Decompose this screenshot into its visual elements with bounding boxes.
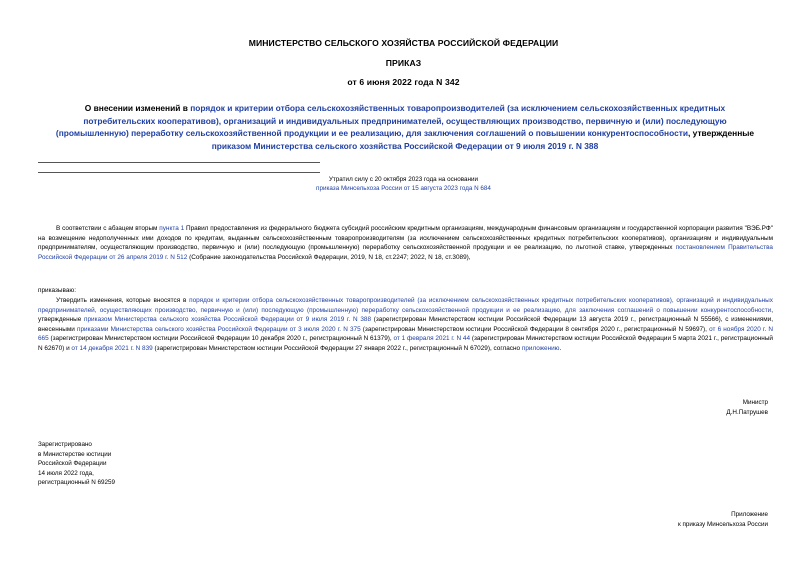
para2-link-order-839[interactable]: от 14 декабря 2021 г. N 839 — [71, 344, 153, 352]
registration-line: Зарегистрировано — [38, 441, 92, 448]
divider-top — [38, 162, 320, 163]
registration-line: 14 июля 2022 года, — [38, 469, 94, 477]
para2-link-order-388[interactable]: приказом Министерства сельского хозяйства Российской Федерации от 9 июля 2019 г. N 388 — [84, 316, 372, 323]
para1-link-resolution-512[interactable]: постановлением Правительства Российской Федерации от 26 апреля 2019 г. N 512 — [38, 244, 773, 261]
title-link-procedure[interactable]: порядок и критерии отбора сельскохозяйственных товаропроизводителей (за исключением сельскохозяйственных кредитных потребительских кооперативов), организаций и индивидуальных предпринимателей, осуществляющих производство, первичную и (или) последующую (промышленную) переработку сельскохозяйственной продукции и ее реализацию, для заключения соглашений о повышении конкурентоспособности — [55, 103, 727, 139]
registration-block — [38, 440, 238, 488]
registration-line: в Министерстве юстиции — [38, 450, 112, 458]
para2-text-3: (зарегистрирован Министерством юстиции Российской Федерации 13 августа 2019 г., регистрационный N 55566), с изменениями, внесенными — [38, 316, 774, 333]
status-link-order-684[interactable]: приказа Минсельхоза России от 15 августа 2023 года N 684 — [316, 185, 491, 192]
registration-line: Российской Федерации — [38, 460, 107, 467]
para2-text-5: (зарегистрирован Министерством юстиции Российской Федерации 10 декабря 2020 г., регистрационный N 61379), — [48, 335, 394, 342]
preamble-paragraph — [38, 224, 773, 262]
title-link-order-388[interactable]: приказом Министерства сельского хозяйства Российской Федерации от 9 июля 2019 г. N 388 — [211, 140, 599, 151]
para2-link-order-44[interactable]: от 1 февраля 2021 г. N 44 — [393, 335, 471, 342]
para2-text-2: , утвержденные — [38, 306, 773, 323]
para1-text-1: В соответствии с абзацем вторым — [56, 225, 160, 232]
para2-link-order-375[interactable]: приказами Министерства сельского хозяйства Российской Федерации от 3 июля 2020 г. N 375 — [76, 325, 361, 333]
appendix-label: Приложение — [731, 511, 768, 518]
status-link-line — [0, 185, 807, 193]
signature-position: Министр — [742, 399, 768, 406]
para2-link-appendix[interactable]: приложению — [521, 344, 560, 352]
order-title — [55, 102, 755, 152]
ministry-heading: МИНИСТЕРСТВО СЕЛЬСКОГО ХОЗЯЙСТВА РОССИЙСКОЙ ФЕДЕРАЦИИ — [248, 38, 559, 48]
para2-text-1: Утвердить изменения, которые вносятся в — [56, 297, 190, 304]
title-text-2: , утвержденные — [688, 128, 755, 139]
title-text-1: О внесении изменений в — [84, 103, 191, 113]
order-word: приказываю: — [38, 287, 76, 294]
para2-link-order-665[interactable]: от 6 ноября 2020 г. N 665 — [38, 325, 773, 342]
registration-line: регистрационный N 69259 — [38, 479, 116, 486]
divider-bottom — [38, 172, 320, 173]
signature-name: Д.Н.Патрушев — [726, 409, 768, 416]
order-date-number: от 6 июня 2022 года N 342 — [347, 77, 460, 87]
para2-text-6: (зарегистрирован Министерством юстиции Российской Федерации 5 марта 2021 г., регистрационный N 62670) и — [38, 335, 773, 352]
para2-text-4: (зарегистрирован Министерством юстиции Российской Федерации 8 сентября 2020 г., регистрационный N 59697), — [360, 325, 710, 333]
para2-text-8: . — [559, 344, 562, 352]
para2-text-7: (зарегистрирован Министерством юстиции Российской Федерации 27 января 2022 г., регистрационный N 67029), согласно — [152, 344, 522, 352]
status-line: Утратил силу с 20 октября 2023 года на основании — [328, 176, 479, 183]
appendix-reference: к приказу Минсельхоза России — [677, 521, 768, 528]
para1-text-2: Правил предоставления из федерального бюджета субсидий российским кредитным организациям, международным финансовым организациям и государственной корпорации развития "ВЭБ.РФ" на возмещение недополученных ими доходов по кредитам, выданным сельскохозяйственным товаропроизводителям (за исключением сельскохозяйственных кредитных потребительских кооперативов), организациям и индивидуальным предпринимателям, осуществляющим производство, первичную и (или) последующую (промышленную) переработку сельскохозяйственной продукции и ее реализацию, по льготной ставке, утвержденных — [38, 225, 773, 251]
para2-link-procedure[interactable]: порядок и критерии отбора сельскохозяйственных товаропроизводителей (за исключением сельскохозяйственных кредитных потребительских кооперативов), организаций и индивидуальных предпринимателей, осуществляющих производство, первичную и (или) последующую (промышленную) переработку сельскохозяйственной продукции и ее реализацию, для заключения соглашений о повышении конкурентоспособности — [38, 297, 773, 314]
para1-link-item-1[interactable]: пункта 1 — [159, 225, 185, 232]
doc-type: ПРИКАЗ — [385, 58, 422, 68]
para1-text-3: (Собрание законодательства Российской Федерации, 2019, N 18, ст.2247; 2022, N 18, ст.3089), — [187, 253, 471, 261]
main-paragraph — [38, 296, 773, 353]
